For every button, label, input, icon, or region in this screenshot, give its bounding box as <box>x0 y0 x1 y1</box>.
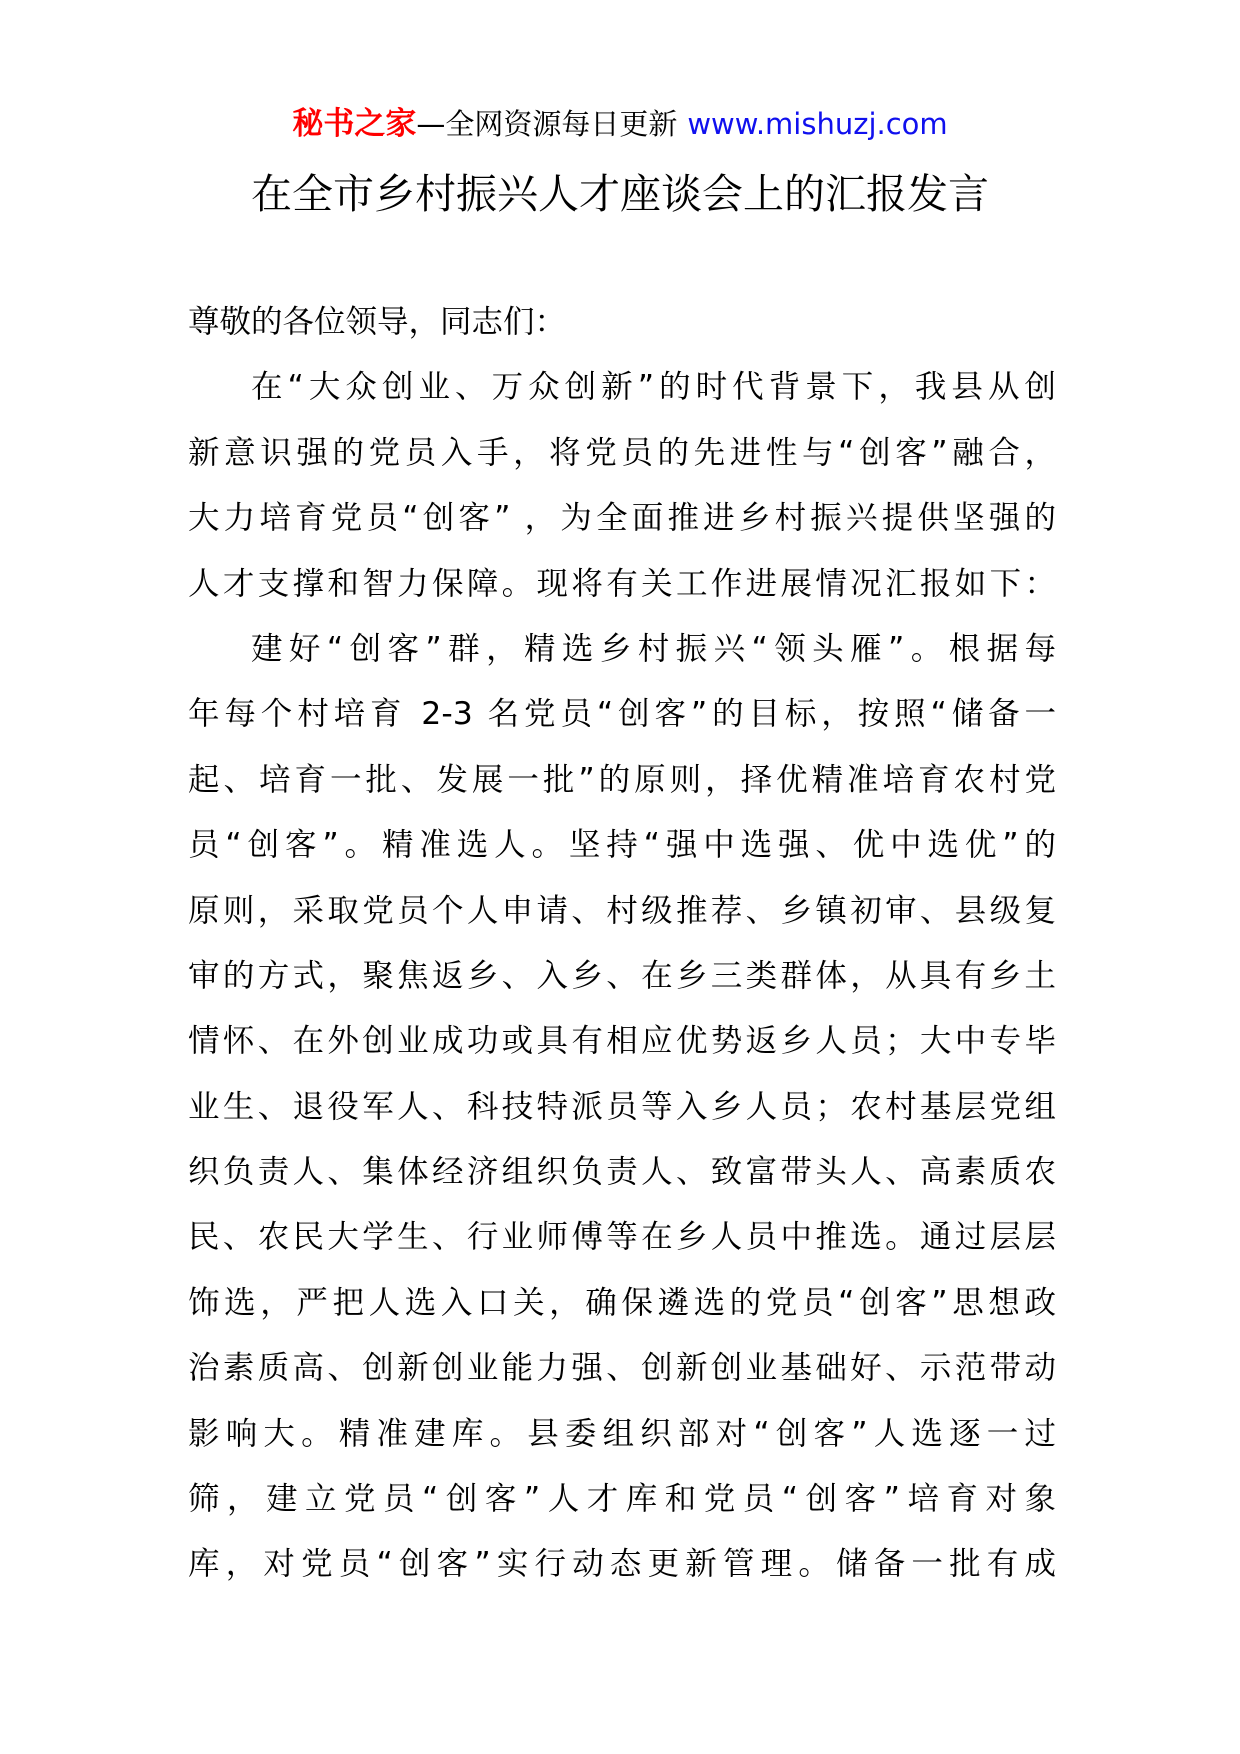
paragraph-line: 在“大众创业、万众创新”的时代背景下，我县从创 <box>251 369 1056 406</box>
paragraph-line: 织负责人、集体经济组织负责人、致富带头人、高素质农 <box>188 1154 1056 1191</box>
paragraph-line: 影响大。精准建库。县委组织部对“创客”人选逐一过 <box>188 1415 1056 1452</box>
paragraph-line: 治素质高、创新创业能力强、创新创业基础好、示范带动 <box>188 1350 1056 1387</box>
site-header <box>0 104 1240 144</box>
paragraph-line: 饰选，严把人选入口关，确保遴选的党员“创客”思想政 <box>188 1284 1056 1321</box>
paragraph-line: 新意识强的党员入手，将党员的先进性与“创客”融合， <box>188 434 1056 471</box>
paragraph-line: 大力培育党员“创客” ，为全面推进乡村振兴提供坚强的 <box>188 500 1056 537</box>
document-title: 在全市乡村振兴人才座谈会上的汇报发言 <box>251 170 989 218</box>
salutation: 尊敬的各位领导，同志们： <box>188 304 567 340</box>
paragraph-line: 年每个村培育 2-3 名党员“创客”的目标，按照“储备一 <box>188 696 1056 733</box>
paragraph-line: 民、农民大学生、行业师傅等在乡人员中推选。通过层层 <box>188 1219 1056 1256</box>
document-body <box>188 290 1056 1598</box>
brand-name: 秘书之家 <box>292 106 417 142</box>
paragraph-line: 人才支撑和智力保障。现将有关工作进展情况汇报如下： <box>188 565 1056 602</box>
paragraph-line: 库，对党员“创客”实行动态更新管理。储备一批有成 <box>188 1546 1056 1583</box>
paragraph-line: 员“创客”。精准选人。坚持“强中选强、优中选优”的 <box>188 827 1056 864</box>
paragraph-line: 审的方式，聚焦返乡、入乡、在乡三类群体，从具有乡土 <box>188 957 1056 994</box>
paragraph-line: 筛，建立党员“创客”人才库和党员“创客”培育对象 <box>188 1481 1056 1518</box>
header-tagline: —全网资源每日更新 <box>416 107 678 141</box>
paragraph-line: 业生、退役军人、科技特派员等入乡人员；农村基层党组 <box>188 1088 1056 1125</box>
paragraph-line: 原则，采取党员个人申请、村级推荐、乡镇初审、县级复 <box>188 892 1056 929</box>
paragraph-line: 起、培育一批、发展一批”的原则，择优精准培育农村党 <box>188 761 1056 798</box>
paragraph-line: 情怀、在外创业成功或具有相应优势返乡人员；大中专毕 <box>188 1023 1056 1060</box>
paragraph-line: 建好“创客”群，精选乡村振兴“领头雁”。根据每 <box>251 630 1056 667</box>
site-url: www.mishuzj.com <box>687 107 948 141</box>
